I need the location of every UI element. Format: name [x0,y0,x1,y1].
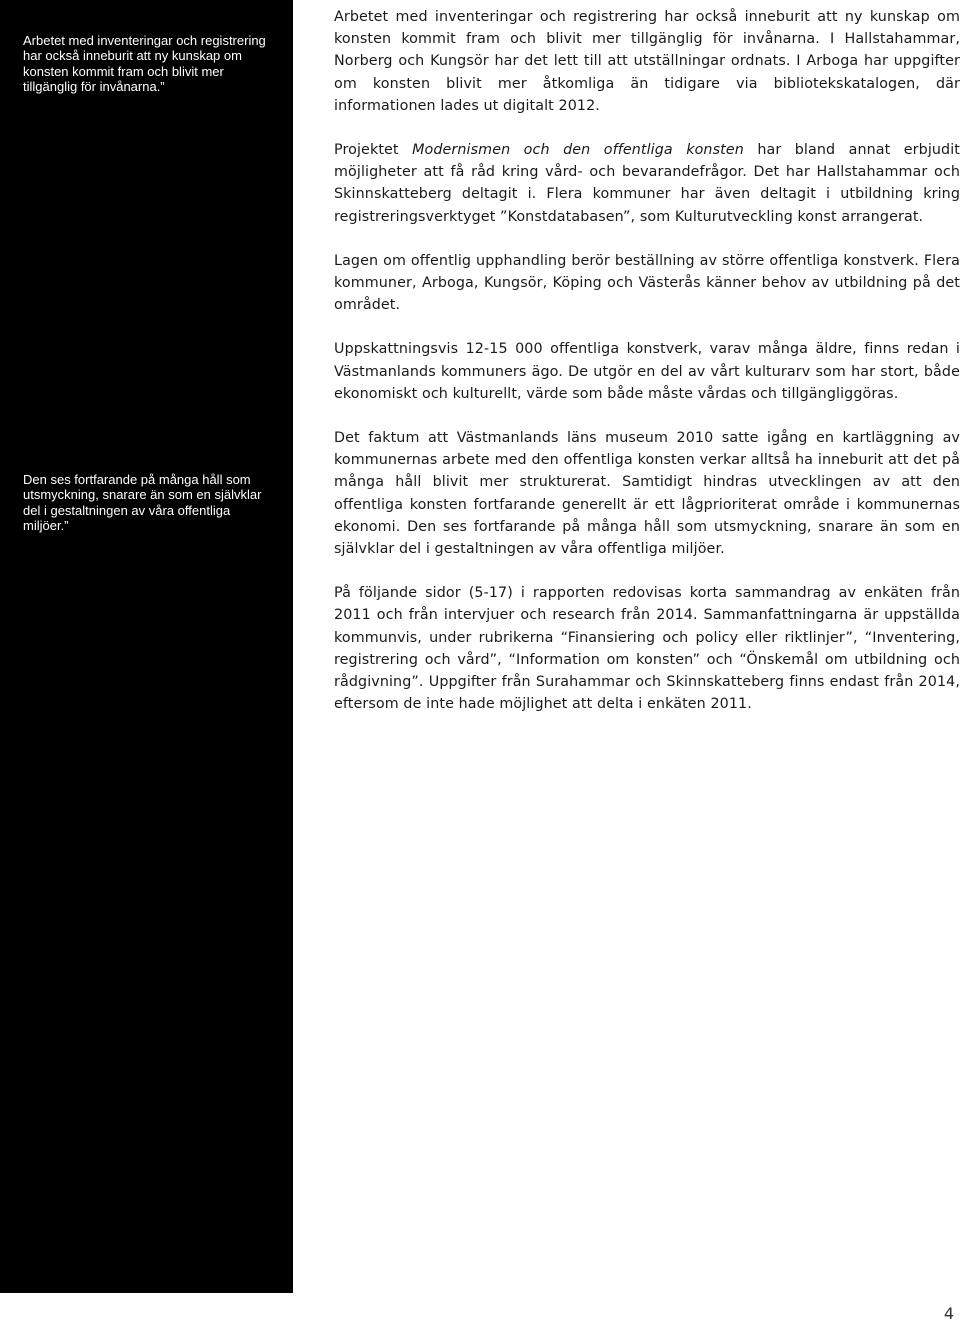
paragraph-project [334,139,960,228]
black-sidebar [0,0,293,1293]
pull-quote-inventory: Arbetet med inventeringar och registrering har också inneburit att ny kunskap om konsten kommit fram och blivit mer tillgänglig för invånarna.” [23,33,266,95]
paragraph-project-lead: Projektet [334,142,413,159]
page-number: 4 [943,1304,954,1323]
paragraph-project-rest: har bland annat erbjudit möjligheter att få råd kring vård- och bevarandefrågor. Det har Hallstahammar och Skinnskatteberg deltagit i. Flera kommuner har även deltagit i utbildning kring registreringsverktyget ”Konstdatabasen”, som Kulturutveckling konst arrangerat. [334,142,960,225]
paragraph-artwork-count: Uppskattningsvis 12-15 000 offentliga konstverk, varav många äldre, finns redan i Västmanlands kommuners ägo. De utgör en del av vårt kulturarv som har stort, både ekonomiskt och kulturellt, värde som både måste vårdas och tillgängliggöras. [334,341,960,402]
paragraph-following-pages: På följande sidor (5-17) i rapporten redovisas korta sammandrag av enkäten från 2011 och från intervjuer och research från 2014. Sammanfattningarna är uppställda kommunvis, under rubrikerna “Finansiering och policy eller riktlinjer”, “Inventering, registrering och vård”, “Information om konsten” och “Önskemål om utbildning och rådgivning”. Uppgifter från Surahammar och Skinnskatteberg finns endast från 2014, eftersom de inte hade möjlighet att delta i enkäten 2011. [334,585,960,713]
paragraph-procurement-law: Lagen om offentlig upphandling berör beställning av större offentliga konstverk. Flera kommuner, Arboga, Kungsör, Köping och Västerås känner behov av utbildning på det området. [334,252,960,314]
paragraph-museum-survey: Det faktum att Västmanlands läns museum 2010 satte igång en kartläggning av kommunernas arbete med den offentliga konsten verkar alltså ha inneburit att det på många håll blivit mer strukturerat. Samtidigt hindras utvecklingen av att den offentliga konsten fortfarande generellt är ett lågprioriterat område i kommunernas ekonomi. Den ses fortfarande på många håll som utsmyckning, snarare än som en självklar del i gestaltningen av våra offentliga miljöer. [334,430,960,558]
project-title: Modernismen och den offentliga konsten [412,142,744,159]
pull-quote-decoration: Den ses fortfarande på många håll som utsmyckning, snarare än som en självklar del i gestaltningen av våra offentliga miljöer.” [23,472,262,534]
paragraph-inventory: Arbetet med inventeringar och registrering har också inneburit att ny kunskap om konsten kommit fram och blivit mer tillgänglig för invånarna. I Hallstahammar, Norberg och Kungsör har det lett till att utställningar ordnats. I Arboga har uppgifter om konsten blivit mer åtkomliga än tidigare via bibliotekskatalogen, där informationen lades ut digitalt 2012. [334,9,960,114]
main-text-column [334,6,960,737]
